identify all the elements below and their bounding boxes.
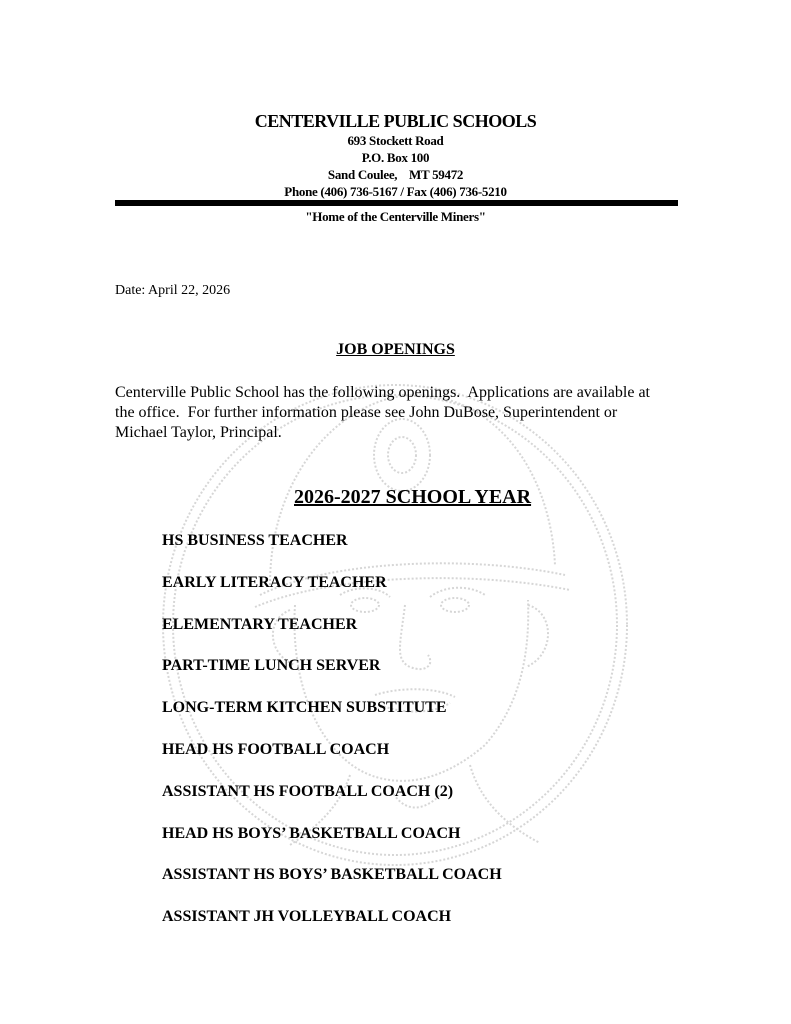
list-item: HEAD HS FOOTBALL COACH [162, 740, 390, 758]
school-year-heading: 2026-2027 SCHOOL YEAR [294, 486, 532, 508]
intro-paragraph: Centerville Public School has the following openings. Applications are available at the office. For further information please see John DuBose, Superintendent or Michael Taylor, Principal. [115, 384, 654, 441]
list-item: LONG-TERM KITCHEN SUBSTITUTE [162, 699, 447, 717]
school-name: CENTERVILLE PUBLIC SCHOOLS [254, 111, 537, 131]
job-openings-list [162, 531, 502, 949]
list-item: ELEMENTARY TEACHER [162, 615, 358, 633]
school-motto: "Home of the Centerville Miners" [305, 209, 486, 224]
list-item: HS BUSINESS TEACHER [162, 532, 348, 549]
list-item: ASSISTANT HS FOOTBALL COACH (2) [162, 782, 454, 800]
city-state-zip: Sand Coulee, MT 59472 [327, 167, 464, 182]
letterhead [0, 110, 791, 200]
list-item: EARLY LITERACY TEACHER [162, 573, 387, 591]
letterhead-divider [115, 200, 678, 206]
list-item: PART-TIME LUNCH SERVER [162, 657, 381, 675]
list-item: ASSISTANT JH VOLLEYBALL COACH [162, 908, 452, 926]
date-line: Date: April 22, 2026 [115, 283, 231, 298]
phone-fax: Phone (406) 736-5167 / Fax (406) 736-5210 [284, 184, 507, 199]
po-box: P.O. Box 100 [361, 150, 430, 165]
page-title: JOB OPENINGS [336, 341, 455, 358]
street-address: 693 Stockett Road [347, 133, 444, 148]
list-item: HEAD HS BOYS’ BASKETBALL COACH [162, 824, 461, 842]
list-item: ASSISTANT HS BOYS’ BASKETBALL COACH [162, 866, 502, 884]
